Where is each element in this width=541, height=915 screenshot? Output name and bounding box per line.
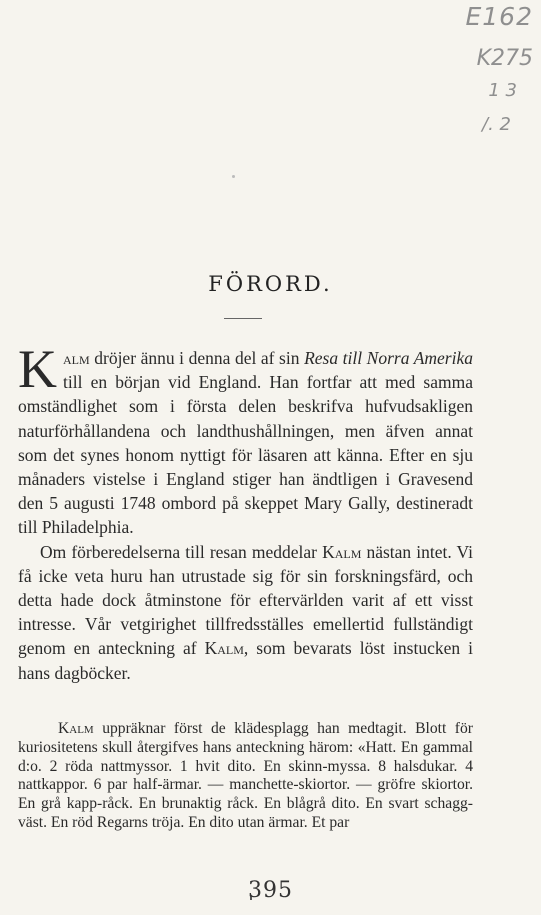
paragraph-2-text-c: , som bevarats löst instucken i hans dagböcker. bbox=[18, 638, 473, 683]
paragraph-2-text-a: Om förberedelserna till resan meddelar bbox=[40, 541, 323, 562]
paragraph-1 bbox=[18, 339, 473, 540]
paragraph-1-text-a: dröjer ännu i denna del af sin bbox=[89, 348, 305, 368]
main-text bbox=[18, 339, 473, 685]
paragraph-2 bbox=[18, 540, 473, 685]
small-print-paragraph bbox=[18, 720, 473, 833]
handwritten-shelfmark bbox=[453, 2, 533, 152]
shelfmark-line-4: /. 2 bbox=[482, 114, 511, 135]
page-title: FÖRORD. bbox=[208, 272, 333, 296]
title-rule bbox=[224, 318, 262, 319]
paragraph-1-text-b: till en början vid England. Han fortfar att med samma omständlighet som i första delen beskrifva hufvudsakligen naturförhållandena och landthushållningen, men äfven annat som det synes honom nyttigt för läsaren att känna. Efter en sju månaders vistelse i England stiger han ändtligen i Gravesend den 5 augusti 1748 ombord på skeppet Mary Gally, destineradt till Philadelphia. bbox=[18, 372, 473, 538]
paragraph-2-text-b: nästan intet. Vi få icke veta huru han utrustade sig för sin forskningsfärd, och detta hade dock åtminstone för eftervärlden varit af ett visst intresse. Vår vetgirighet tillfredsställes emellertid fullständigt genom en anteckning af bbox=[18, 541, 473, 659]
page-number: 395 bbox=[248, 878, 293, 903]
paper-speck bbox=[232, 175, 235, 178]
drop-cap: K bbox=[18, 339, 57, 399]
small-paragraph-text: uppräknar först de klädesplagg han medtagit. Blott för kuriositetens skull återgifves hans anteckning härom: «Hatt. En gammal d:o. 2 röda nattmyssor. 1 hvit dito. En skinn-myssa. 8 halsdukar. 4 nattkappor. 6 par half-ärmar. — manchette-skiortor. — gröfre skiortor. En grå kapp-råck. En brunaktig råck. En blågrå dito. En svart schagg-väst. En röd Regarns tröja. En dito utan ärmar. Et par bbox=[18, 720, 473, 831]
book-title: Resa till Norra Amerika bbox=[304, 348, 473, 368]
shelfmark-line-3: 1 3 bbox=[488, 80, 517, 101]
shelfmark-line-2: K275 bbox=[476, 46, 533, 71]
shelfmark-line-1: E162 bbox=[465, 2, 533, 31]
author-name: Kalm bbox=[322, 541, 362, 562]
author-name: alm bbox=[63, 348, 90, 368]
author-name: Kalm bbox=[204, 638, 244, 659]
author-name: Kalm bbox=[58, 720, 94, 737]
